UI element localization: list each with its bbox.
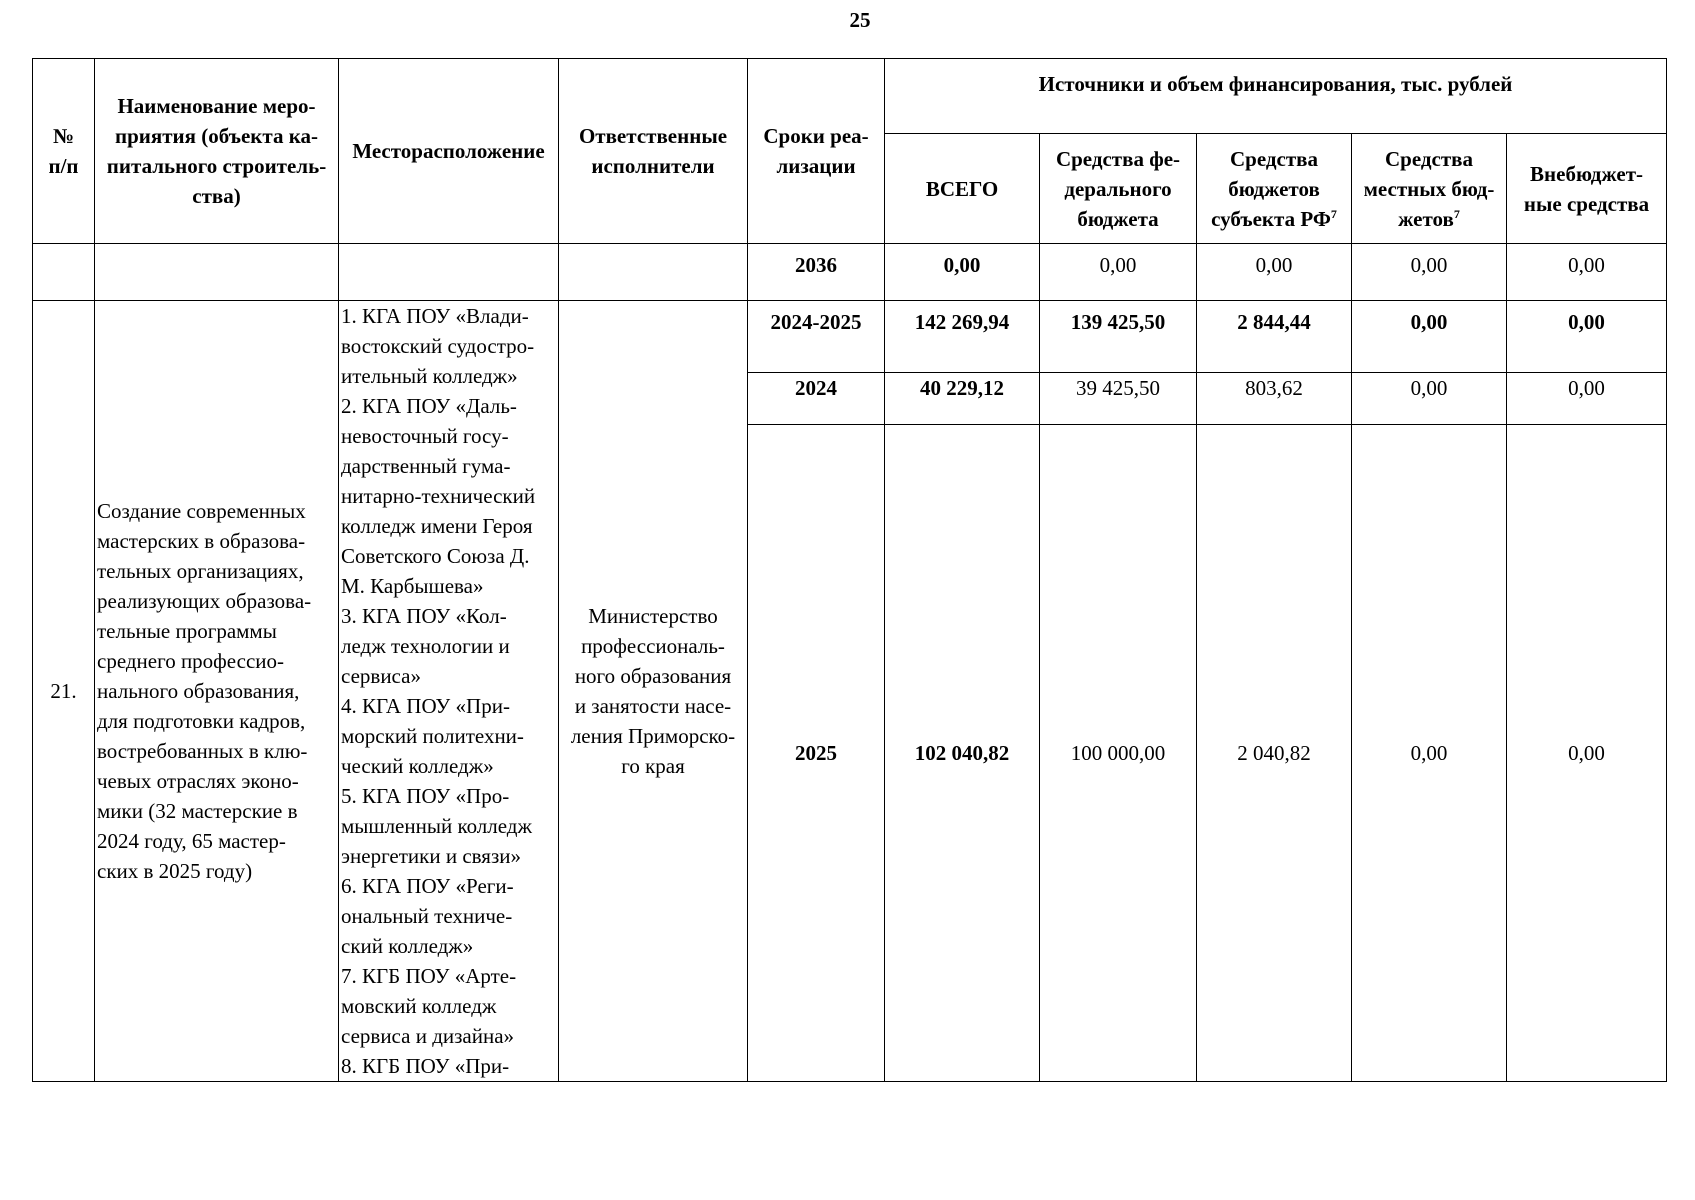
- header-num: № п/п: [33, 59, 95, 244]
- regional-cell: 2 844,44: [1197, 301, 1352, 373]
- local-cell: 0,00: [1352, 373, 1507, 424]
- header-extra: Внебюджет- ные средства: [1507, 134, 1667, 244]
- total-cell: 40 229,12: [885, 373, 1040, 424]
- footnote-ref: 7: [1453, 206, 1460, 221]
- header-financing: Источники и объем финансирования, тыс. рублей: [885, 59, 1667, 134]
- extra-cell: 0,00: [1507, 301, 1667, 373]
- year-cell: 2025: [748, 424, 885, 1081]
- federal-cell: 0,00: [1040, 244, 1197, 301]
- total-cell: 142 269,94: [885, 301, 1040, 373]
- header-period: Сроки реа- лизации: [748, 59, 885, 244]
- year-cell: 2036: [748, 244, 885, 301]
- header-local: Средства местных бюд- жетов$^7$: [1352, 134, 1507, 244]
- extra-cell: 0,00: [1507, 373, 1667, 424]
- row-number: 21.: [33, 301, 95, 1082]
- year-cell: 2024: [748, 373, 885, 424]
- header-location: Месторасположение: [339, 59, 559, 244]
- total-cell: 102 040,82: [885, 424, 1040, 1081]
- local-cell: 0,00: [1352, 424, 1507, 1081]
- regional-cell: 0,00: [1197, 244, 1352, 301]
- year-cell: 2024-2025: [748, 301, 885, 373]
- financing-table: [32, 58, 1667, 1082]
- regional-cell: 803,62: [1197, 373, 1352, 424]
- location-list: 1. КГА ПОУ «Влади- востокский судостро- ительный колледж» 2. КГА ПОУ «Даль- невосточный госу- дарственный гума- нитарно-технический колледж имени Героя Советского Союза Д. М. Карбышева» 3. КГА ПОУ «Кол- ледж технологии и сервиса» 4. КГА ПОУ «При- морский политехни- ческий колледж» 5. КГА ПОУ «Про- мышленный колледж энергетики и связи» 6. КГА ПОУ «Реги- ональный техниче- ский колледж» 7. КГБ ПОУ «Арте- мовский колледж сервиса и дизайна» 8. КГБ ПОУ «При-: [339, 301, 559, 1082]
- federal-cell: 139 425,50: [1040, 301, 1197, 373]
- total-cell: 0,00: [885, 244, 1040, 301]
- federal-cell: 39 425,50: [1040, 373, 1197, 424]
- federal-cell: 100 000,00: [1040, 424, 1197, 1081]
- regional-cell: 2 040,82: [1197, 424, 1352, 1081]
- table-row: [33, 301, 1667, 373]
- footnote-ref: 7: [1330, 206, 1337, 221]
- measure-name: Создание современных мастерских в образова- тельных организациях, реализующих образова- тельные программы среднего профессио- нального образования, для подготовки кадров, востребованных в клю- чевых отраслях эконо- мики (32 мастерские в 2024 году, 65 мастер- ских в 2025 году): [95, 301, 339, 1082]
- header-name: Наименование меро- приятия (объекта ка- питального строитель- ства): [95, 59, 339, 244]
- page-number: 25: [849, 8, 871, 32]
- extra-cell: 0,00: [1507, 244, 1667, 301]
- responsible-executor: Министерство профессиональ- ного образования и занятости насе- ления Приморско- го края: [559, 301, 748, 1082]
- header-federal: Средства фе- дерального бюджета: [1040, 134, 1197, 244]
- extra-cell: 0,00: [1507, 424, 1667, 1081]
- local-cell: 0,00: [1352, 244, 1507, 301]
- header-responsible: Ответственные исполнители: [559, 59, 748, 244]
- header-total: ВСЕГО: [885, 134, 1040, 244]
- table-row: [33, 244, 1667, 301]
- header-regional: Средства бюджетов субъекта $РФ^7$: [1197, 134, 1352, 244]
- local-cell: 0,00: [1352, 301, 1507, 373]
